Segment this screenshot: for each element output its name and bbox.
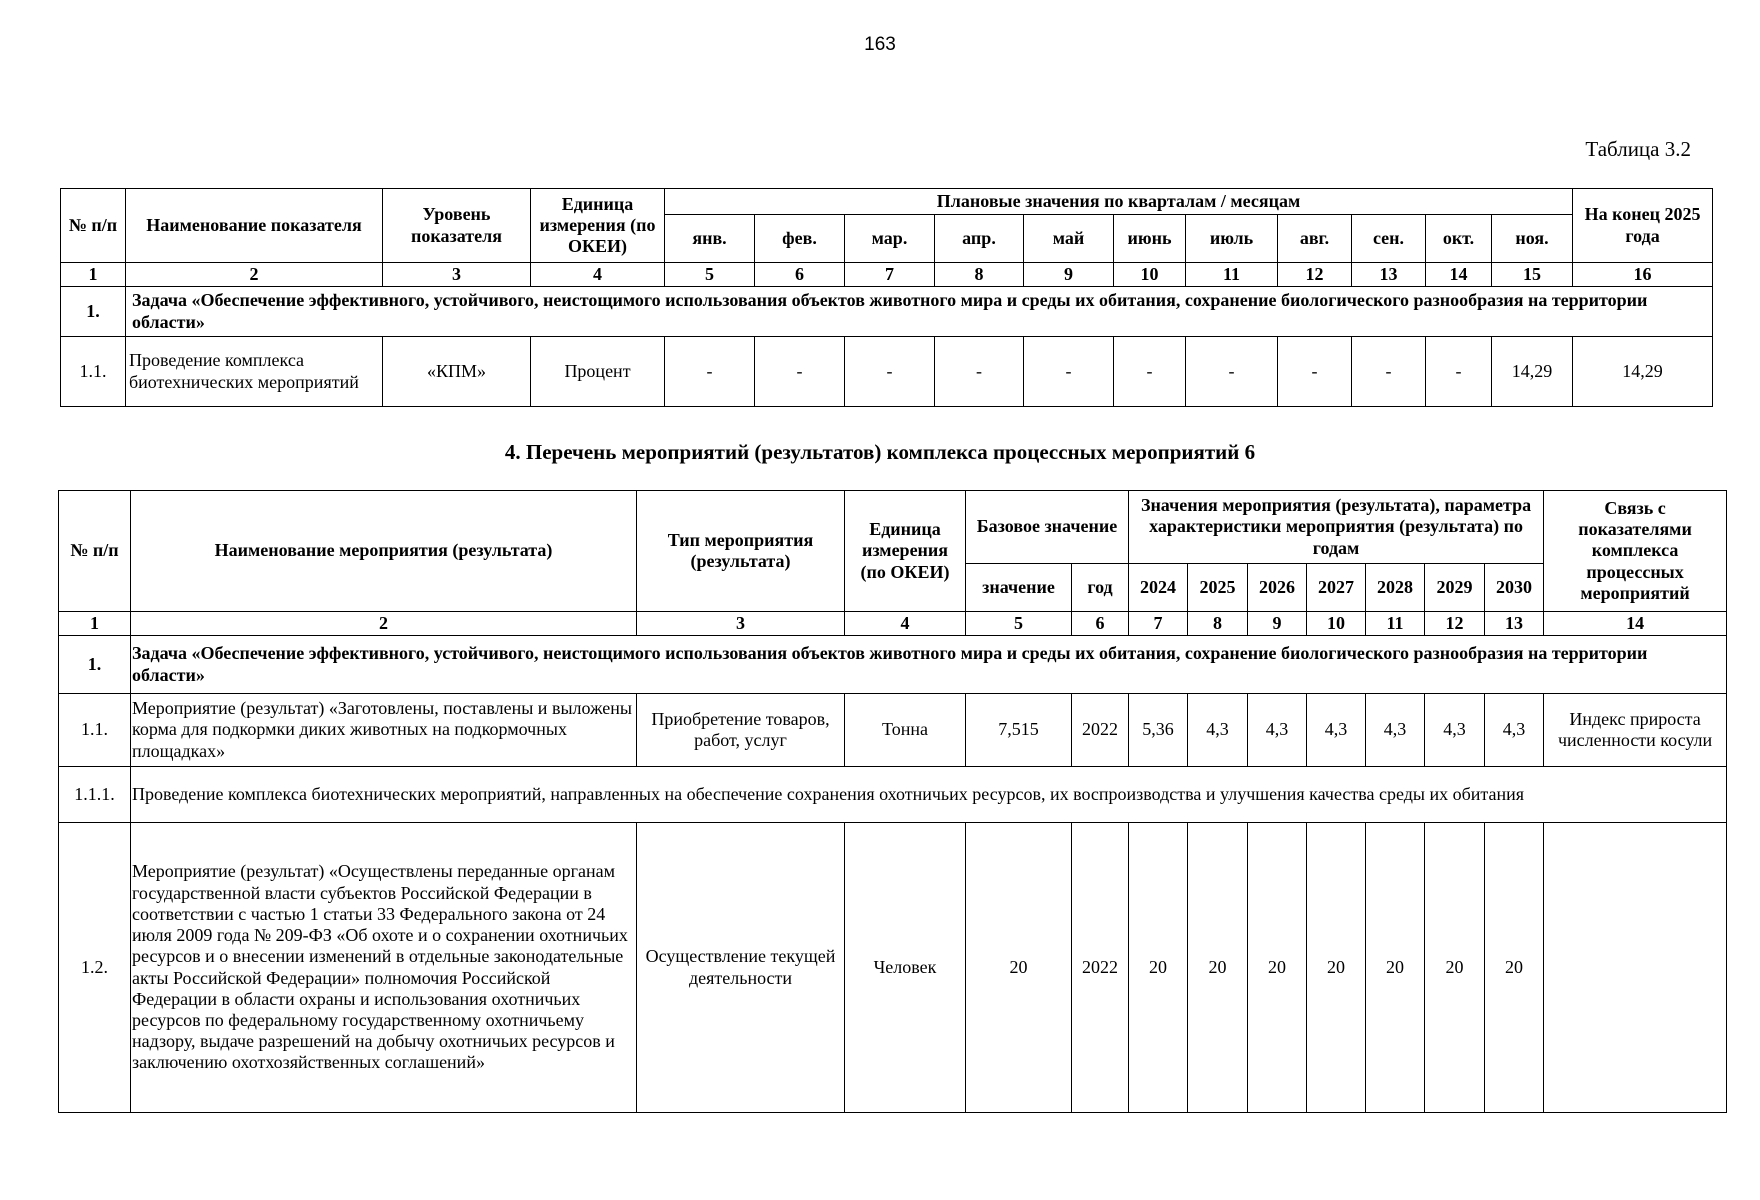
month-value: - bbox=[755, 337, 845, 407]
month-value: - bbox=[1352, 337, 1426, 407]
link-value bbox=[1544, 823, 1727, 1113]
column-number: 1 bbox=[61, 263, 126, 287]
header-month: июль bbox=[1186, 215, 1278, 263]
year-value: 4,3 bbox=[1307, 694, 1366, 767]
sub-text: Проведение комплекса биотехнических мероприятий, направленных на обеспечение сохранения охотничьих ресурсов, их воспроизводства и улучшения качества среды их обитания bbox=[131, 767, 1727, 823]
header-year: 2026 bbox=[1248, 564, 1307, 612]
end-value: 14,29 bbox=[1573, 337, 1713, 407]
year-value: 20 bbox=[1188, 823, 1248, 1113]
column-number: 12 bbox=[1278, 263, 1352, 287]
year-value: 20 bbox=[1129, 823, 1188, 1113]
table-row bbox=[61, 337, 1713, 407]
month-value: 14,29 bbox=[1492, 337, 1573, 407]
measure-name: Мероприятие (результат) «Осуществлены переданные органам государственной власти субъектов Российской Федерации в соответствии с частью 1 статьи 33 Федерального закона от 24 июля 2009 года № 209-ФЗ «Об охоте и о сохранении охотничьих ресурсов и о внесении изменений в отдельные законодательные акты Российской Федерации» полномочия Российской Федерации в области охраны и использования охотничьих ресурсов по федеральному государственному охотничьему надзору, выдаче разрешений на добычу охотничьих ресурсов и заключению охотхозяйственных соглашений» bbox=[131, 823, 637, 1113]
year-value: 5,36 bbox=[1129, 694, 1188, 767]
header-month: мар. bbox=[845, 215, 935, 263]
header-year: 2030 bbox=[1485, 564, 1544, 612]
column-number: 11 bbox=[1366, 612, 1425, 636]
base-value: 20 bbox=[966, 823, 1072, 1113]
header-name: Наименование мероприятия (результата) bbox=[131, 491, 637, 612]
column-number: 11 bbox=[1186, 263, 1278, 287]
table-row bbox=[59, 823, 1727, 1113]
header-month: авг. bbox=[1278, 215, 1352, 263]
column-number: 7 bbox=[1129, 612, 1188, 636]
year-value: 20 bbox=[1485, 823, 1544, 1113]
header-month: май bbox=[1024, 215, 1114, 263]
column-number: 2 bbox=[131, 612, 637, 636]
header-end: На конец 2025 года bbox=[1573, 189, 1713, 263]
year-value: 20 bbox=[1307, 823, 1366, 1113]
header-link: Связь с показателями комплекса процессных мероприятий bbox=[1544, 491, 1727, 612]
indicator-level: «КПМ» bbox=[383, 337, 531, 407]
column-number: 10 bbox=[1307, 612, 1366, 636]
year-value: 4,3 bbox=[1366, 694, 1425, 767]
header-month: янв. bbox=[665, 215, 755, 263]
header-month: ноя. bbox=[1492, 215, 1573, 263]
column-number: 9 bbox=[1248, 612, 1307, 636]
column-number: 8 bbox=[1188, 612, 1248, 636]
month-value: - bbox=[935, 337, 1024, 407]
table-row bbox=[59, 694, 1727, 767]
header-unit: Единица измерения (по ОКЕИ) bbox=[531, 189, 665, 263]
measures-table bbox=[58, 490, 1727, 1113]
month-value: - bbox=[665, 337, 755, 407]
base-value: 7,515 bbox=[966, 694, 1072, 767]
year-value: 20 bbox=[1366, 823, 1425, 1113]
header-base-year: год bbox=[1072, 564, 1129, 612]
measure-type: Приобретение товаров, работ, услуг bbox=[637, 694, 845, 767]
year-value: 20 bbox=[1425, 823, 1485, 1113]
header-level: Уровень показателя bbox=[383, 189, 531, 263]
month-value: - bbox=[1186, 337, 1278, 407]
row-number: 1.1. bbox=[61, 337, 126, 407]
column-number: 9 bbox=[1024, 263, 1114, 287]
column-number: 14 bbox=[1426, 263, 1492, 287]
month-value: - bbox=[1114, 337, 1186, 407]
header-name: Наименование показателя bbox=[126, 189, 383, 263]
column-number: 4 bbox=[845, 612, 966, 636]
header-year: 2025 bbox=[1188, 564, 1248, 612]
column-number: 14 bbox=[1544, 612, 1727, 636]
column-number: 5 bbox=[665, 263, 755, 287]
header-year: 2024 bbox=[1129, 564, 1188, 612]
base-year: 2022 bbox=[1072, 823, 1129, 1113]
header-num: № п/п bbox=[61, 189, 126, 263]
column-number: 6 bbox=[755, 263, 845, 287]
header-num: № п/п bbox=[59, 491, 131, 612]
header-year: 2029 bbox=[1425, 564, 1485, 612]
header-year: 2028 bbox=[1366, 564, 1425, 612]
row-number: 1.2. bbox=[59, 823, 131, 1113]
link-value: Индекс прироста численности косули bbox=[1544, 694, 1727, 767]
measure-type: Осуществление текущей деятельности bbox=[637, 823, 845, 1113]
year-value: 4,3 bbox=[1485, 694, 1544, 767]
row-number: 1.1. bbox=[59, 694, 131, 767]
column-number: 5 bbox=[966, 612, 1072, 636]
column-number: 6 bbox=[1072, 612, 1129, 636]
column-number: 10 bbox=[1114, 263, 1186, 287]
column-number: 1 bbox=[59, 612, 131, 636]
column-number: 12 bbox=[1425, 612, 1485, 636]
header-year: 2027 bbox=[1307, 564, 1366, 612]
column-number: 15 bbox=[1492, 263, 1573, 287]
column-number: 16 bbox=[1573, 263, 1713, 287]
header-type: Тип мероприятия (результата) bbox=[637, 491, 845, 612]
year-value: 4,3 bbox=[1248, 694, 1307, 767]
header-unit: Единица измерения (по ОКЕИ) bbox=[845, 491, 966, 612]
page-number: 163 bbox=[864, 34, 896, 55]
year-value: 20 bbox=[1248, 823, 1307, 1113]
column-number: 8 bbox=[935, 263, 1024, 287]
header-month: сен. bbox=[1352, 215, 1426, 263]
task-number: 1. bbox=[59, 636, 131, 694]
column-number: 3 bbox=[383, 263, 531, 287]
header-planned: Плановые значения по кварталам / месяцам bbox=[665, 189, 1573, 215]
month-value: - bbox=[1426, 337, 1492, 407]
column-number: 2 bbox=[126, 263, 383, 287]
column-number: 7 bbox=[845, 263, 935, 287]
header-month: окт. bbox=[1426, 215, 1492, 263]
indicator-unit: Процент bbox=[531, 337, 665, 407]
header-values: Значения мероприятия (результата), параметра характеристики мероприятия (результата) по годам bbox=[1129, 491, 1544, 564]
month-value: - bbox=[1278, 337, 1352, 407]
header-base-value: значение bbox=[966, 564, 1072, 612]
header-month: апр. bbox=[935, 215, 1024, 263]
year-value: 4,3 bbox=[1425, 694, 1485, 767]
sub-number: 1.1.1. bbox=[59, 767, 131, 823]
task-text: Задача «Обеспечение эффективного, устойчивого, неистощимого использования объектов животного мира и среды их обитания, сохранение биологического разнообразия на территории области» bbox=[131, 636, 1727, 694]
table-caption: Таблица 3.2 bbox=[1585, 137, 1691, 161]
header-month: июнь bbox=[1114, 215, 1186, 263]
base-year: 2022 bbox=[1072, 694, 1129, 767]
section-title: 4. Перечень мероприятий (результатов) комплекса процессных мероприятий 6 bbox=[504, 440, 1256, 464]
column-number: 3 bbox=[637, 612, 845, 636]
column-number: 13 bbox=[1485, 612, 1544, 636]
indicators-table bbox=[60, 188, 1713, 407]
month-value: - bbox=[1024, 337, 1114, 407]
month-value: - bbox=[845, 337, 935, 407]
indicator-name: Проведение комплекса биотехнических мероприятий bbox=[126, 337, 383, 407]
measure-unit: Человек bbox=[845, 823, 966, 1113]
task-text: Задача «Обеспечение эффективного, устойчивого, неистощимого использования объектов животного мира и среды их обитания, сохранение биологического разнообразия на территории области» bbox=[126, 287, 1713, 337]
column-number: 4 bbox=[531, 263, 665, 287]
header-month: фев. bbox=[755, 215, 845, 263]
column-number: 13 bbox=[1352, 263, 1426, 287]
year-value: 4,3 bbox=[1188, 694, 1248, 767]
header-base: Базовое значение bbox=[966, 491, 1129, 564]
task-number: 1. bbox=[61, 287, 126, 337]
measure-name: Мероприятие (результат) «Заготовлены, поставлены и выложены корма для подкормки диких животных на подкормочных площадках» bbox=[131, 694, 637, 767]
measure-unit: Тонна bbox=[845, 694, 966, 767]
